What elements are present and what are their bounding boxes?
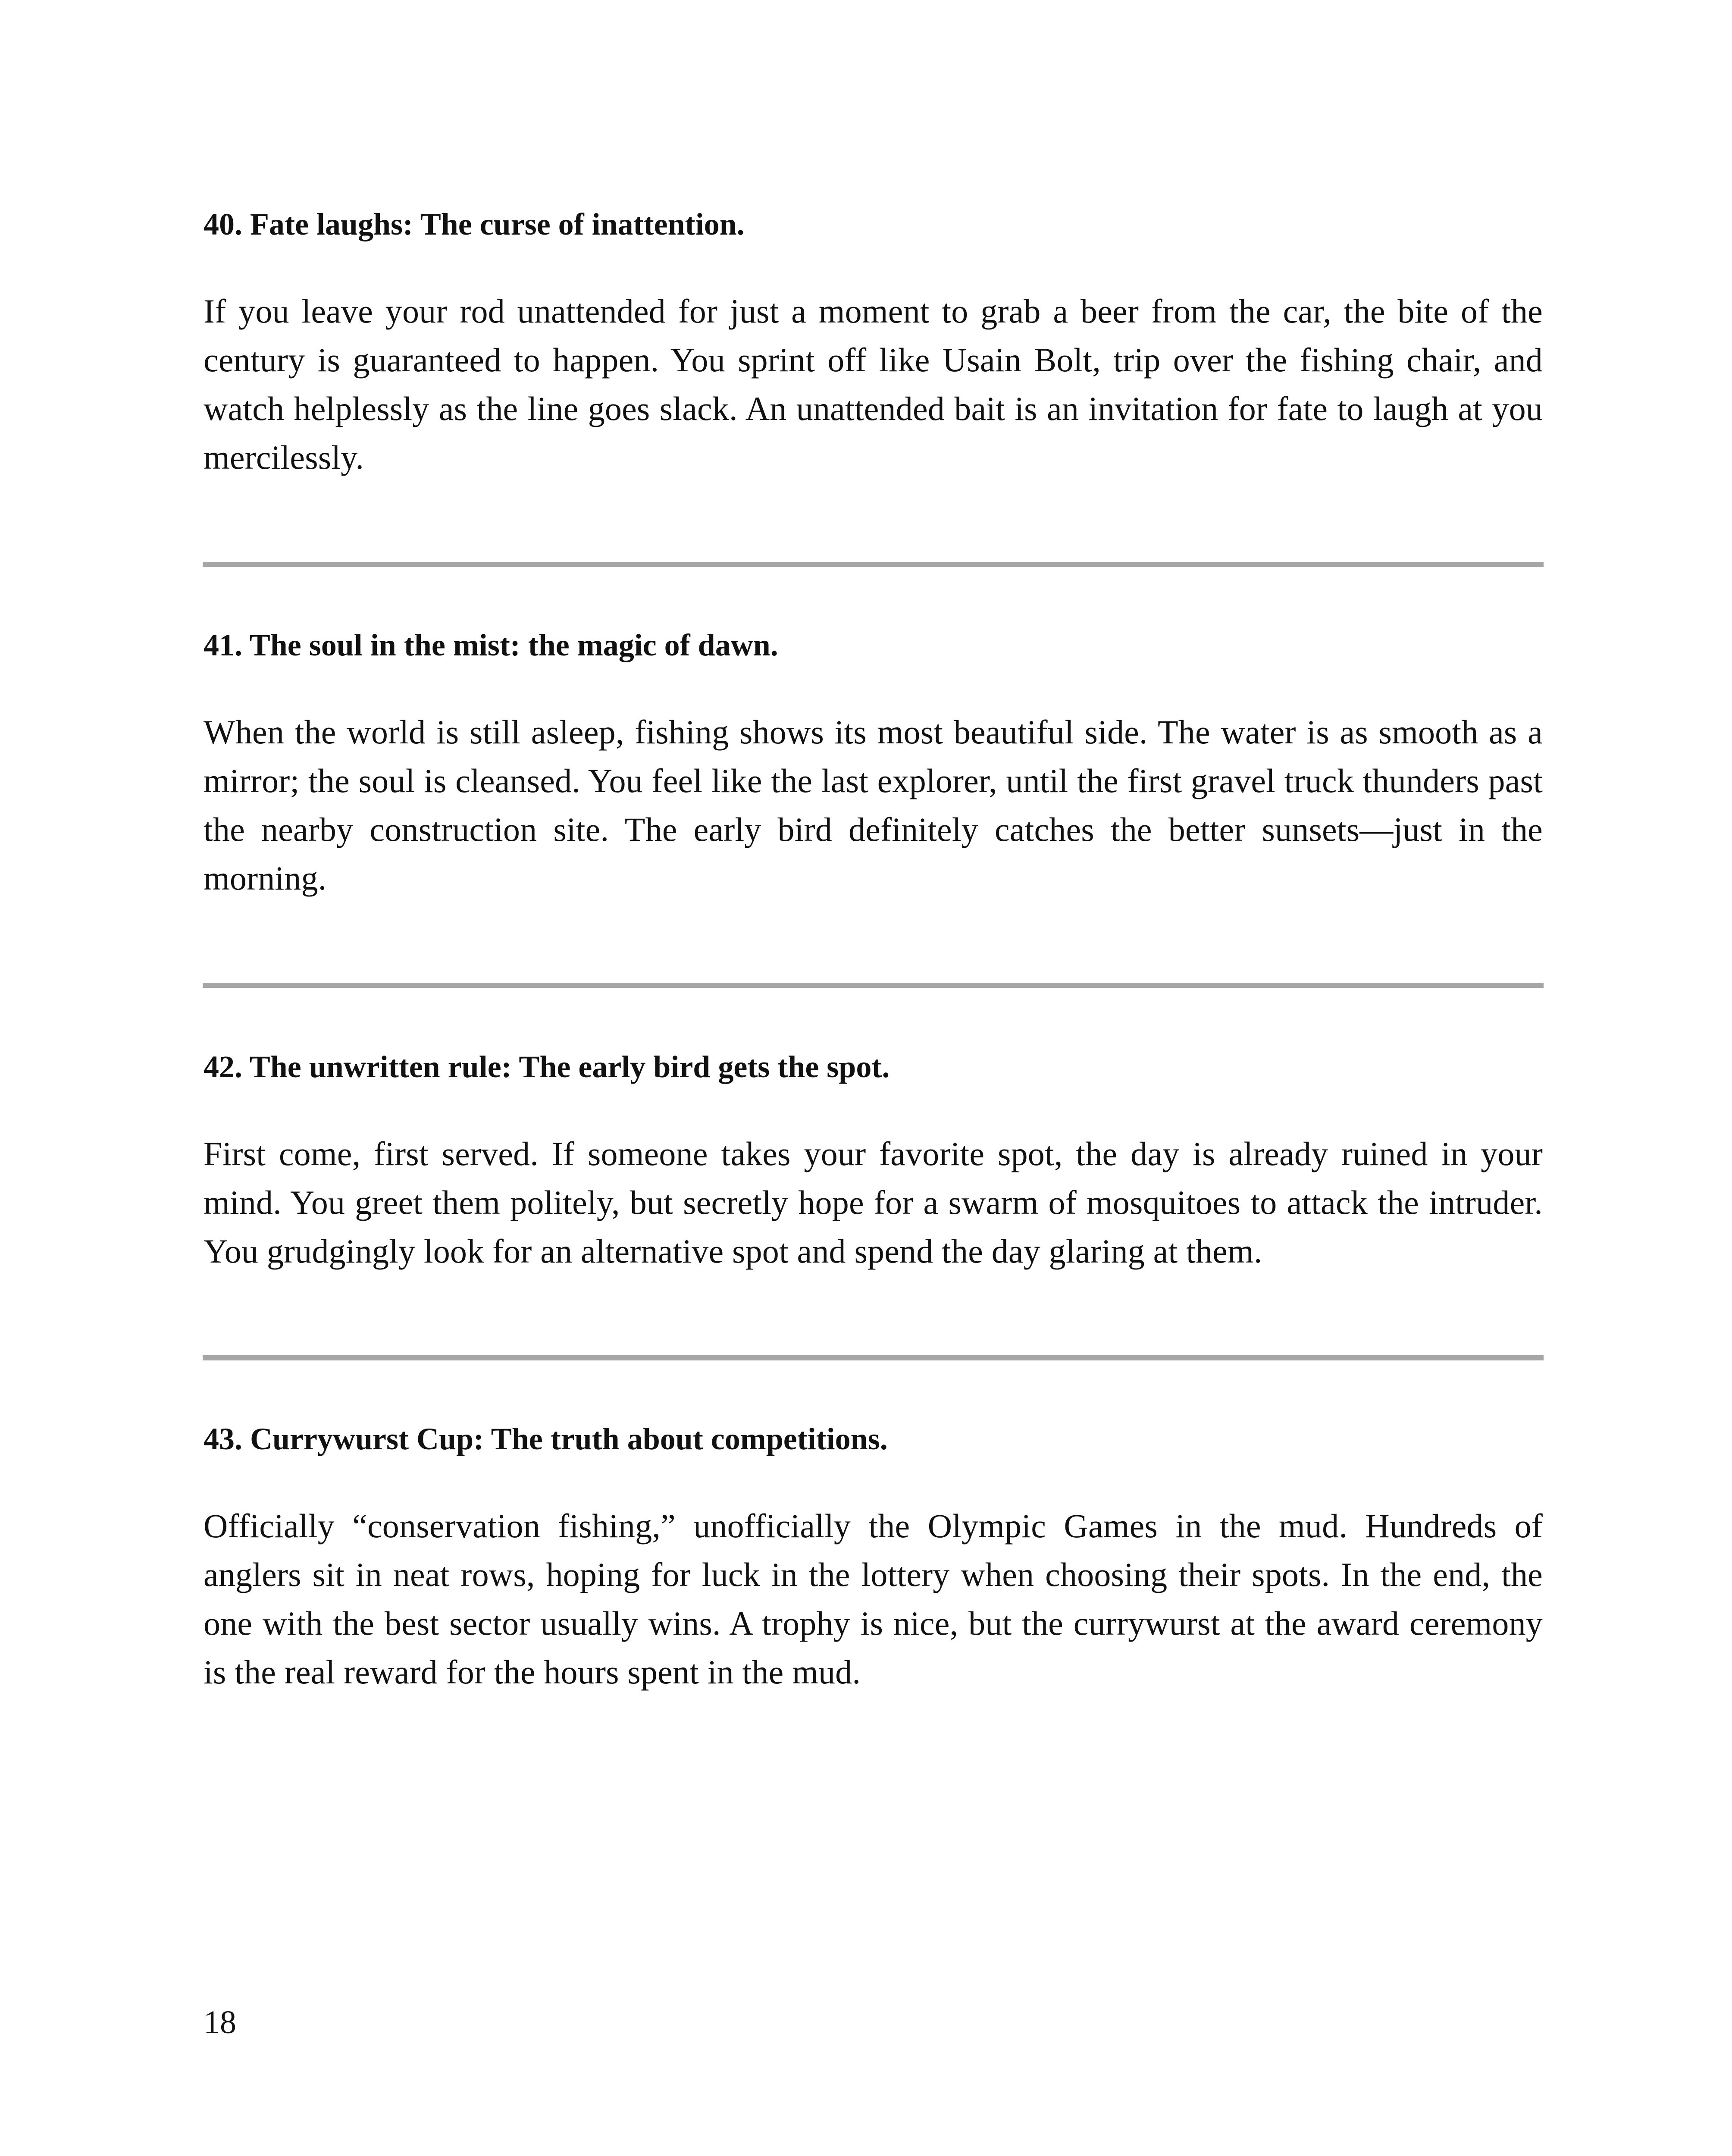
section-title: 43. Currywurst Cup: The truth about competitions.: [204, 1422, 888, 1456]
section-title: 42. The unwritten rule: The early bird gets the spot.: [204, 1050, 890, 1084]
section-42: [204, 1045, 1543, 1275]
section-title: 40. Fate laughs: The curse of inattention.: [204, 207, 745, 241]
section-body: First come, first served. If someone takes your favorite spot, the day is already ruined in your mind. You greet them politely, but secretly hope for a swarm of mosquitoes to attack the intruder. You grudgingly look for an alternative spot and spend the day glaring at them.: [204, 1135, 1543, 1270]
section-43: [204, 1417, 1543, 1696]
section-41: [204, 624, 1543, 903]
section-divider: [203, 983, 1544, 988]
section-40: [204, 203, 1543, 482]
section-divider: [203, 1355, 1544, 1360]
page-number: 18: [204, 2004, 236, 2040]
section-divider: [203, 562, 1544, 567]
section-body: If you leave your rod unattended for just a moment to grab a beer from the car, the bite of the century is guaranteed to happen. You sprint off like Usain Bolt, trip over the fishing chair, and watch helplessly as the line goes slack. An unattended bait is an invitation for fate to laugh at you mercilessly.: [204, 292, 1543, 476]
section-body: Officially “conservation fishing,” unofficially the Olympic Games in the mud. Hundreds of anglers sit in neat rows, hoping for luck in the lottery when choosing their spots. In the end, the one with the best sector usually wins. A trophy is nice, but the currywurst at the award ceremony is the real reward for the hours spent in the mud.: [204, 1507, 1543, 1691]
section-body: When the world is still asleep, fishing shows its most beautiful side. The water is as smooth as a mirror; the soul is cleansed. You feel like the last explorer, until the first gravel truck thunders past the nearby construction site. The early bird definitely catches the better sunsets—just in the morning.: [204, 713, 1543, 897]
section-title: 41. The soul in the mist: the magic of dawn.: [204, 628, 778, 662]
